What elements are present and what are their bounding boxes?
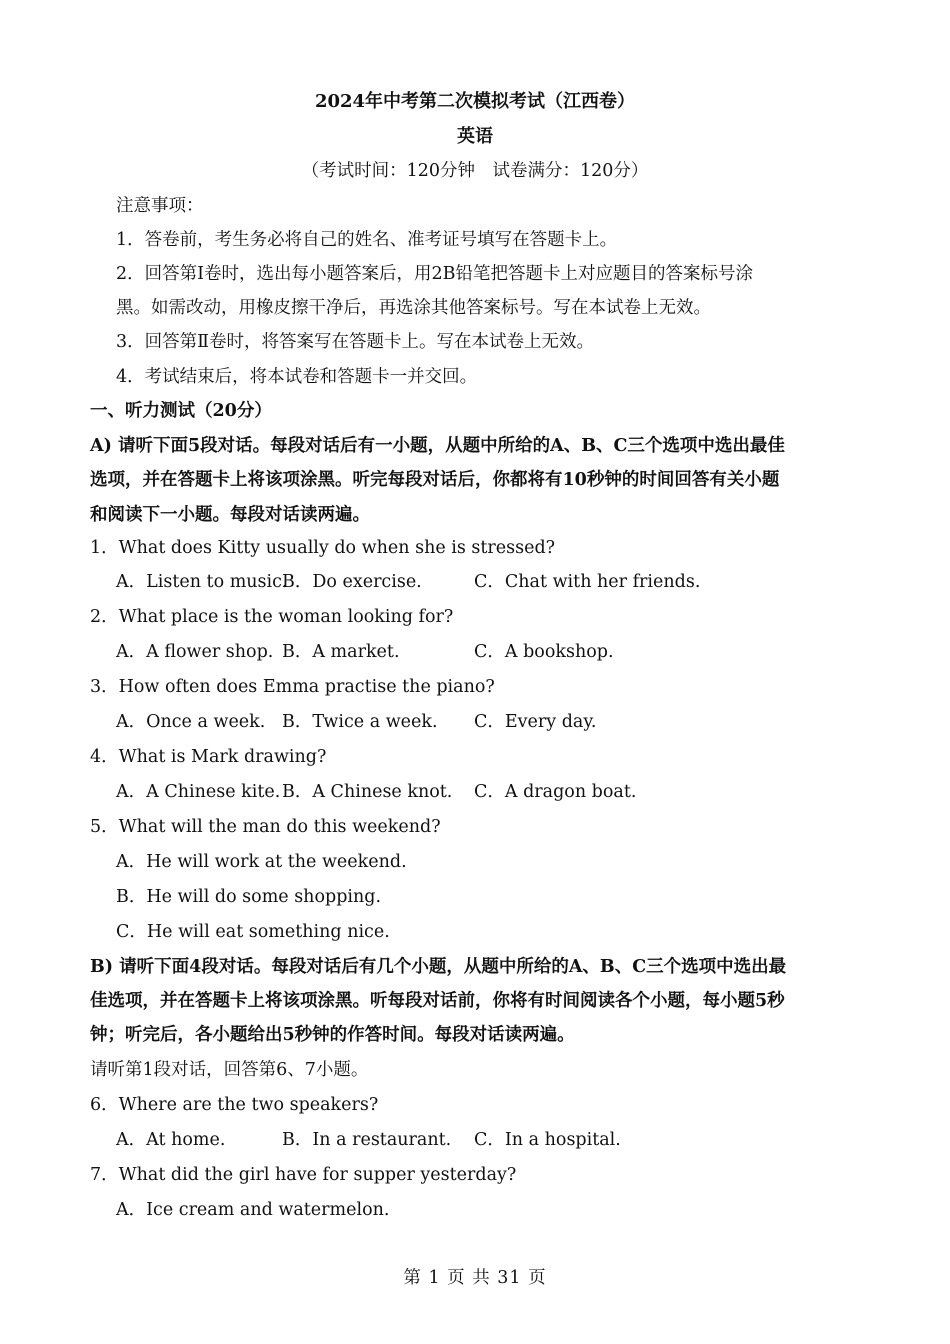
option-b: B．A market.	[282, 642, 400, 662]
option-c: C．He will eat something nice.	[116, 922, 390, 942]
option-b: B．A Chinese knot.	[282, 782, 453, 802]
option-b: B．Twice a week.	[282, 712, 438, 732]
notice-item: 2．回答第Ⅰ卷时，选出每小题答案后，用2B铅笔把答题卡上对应题目的答案标号涂	[116, 264, 754, 284]
option-c: C．A bookshop.	[474, 642, 614, 662]
option-b: B．In a restaurant.	[282, 1130, 452, 1150]
notice-item: 3．回答第Ⅱ卷时，将答案写在答题卡上。写在本试卷上无效。	[116, 332, 595, 352]
exam-info: （考试时间：120分钟 试卷满分：120分）	[301, 161, 649, 181]
question-text: 5．What will the man do this weekend?	[90, 817, 441, 837]
exam-title: 2024年中考第二次模拟考试（江西卷）	[314, 91, 636, 112]
option-a: A．Ice cream and watermelon.	[116, 1200, 390, 1220]
part-a-instruction: A) 请听下面5段对话。每段对话后有一小题，从题中所给的A、B、C三个选项中选出最佳	[90, 436, 785, 456]
question-text: 4．What is Mark drawing?	[90, 747, 327, 767]
question-text: 1．What does Kitty usually do when she is stressed?	[90, 538, 556, 558]
option-c: C．Chat with her friends.	[474, 572, 701, 592]
part-a-instruction: 选项，并在答题卡上将该项涂黑。听完每段对话后，你都将有10秒钟的时间回答有关小题	[90, 470, 780, 490]
option-a: A．Once a week.	[116, 712, 266, 732]
question-text: 6．Where are the two speakers?	[90, 1095, 379, 1115]
part-b-instruction: 钟；听完后，各小题给出5秒钟的作答时间。每段对话读两遍。	[90, 1025, 575, 1045]
question-text: 3．How often does Emma practise the piano?	[90, 677, 495, 697]
option-a: A．At home.	[116, 1130, 226, 1150]
option-a: A．Listen to music.	[116, 572, 288, 592]
notice-item: 4．考试结束后，将本试卷和答题卡一并交回。	[116, 367, 478, 387]
option-b: B．Do exercise.	[282, 572, 422, 592]
part-b-instruction: B) 请听下面4段对话。每段对话后有几个小题，从题中所给的A、B、C三个选项中选出最	[90, 957, 787, 977]
option-c: C．Every day.	[474, 712, 597, 732]
question-text: 2．What place is the woman looking for?	[90, 607, 454, 627]
question-text: 7．What did the girl have for supper yesterday?	[90, 1165, 517, 1185]
option-b: B．He will do some shopping.	[116, 887, 382, 907]
notice-label: 注意事项：	[116, 196, 204, 216]
dialogue-label: 请听第1段对话，回答第6、7小题。	[90, 1060, 369, 1080]
section-heading: 一、听力测试（20分）	[90, 401, 272, 421]
option-c: C．A dragon boat.	[474, 782, 637, 802]
notice-item: 黑。如需改动，用橡皮擦干净后，再选涂其他答案标号。写在本试卷上无效。	[116, 298, 711, 318]
notice-item: 1．答卷前，考生务必将自己的姓名、准考证号填写在答题卡上。	[116, 230, 618, 250]
option-c: C．In a hospital.	[474, 1130, 621, 1150]
page-number: 第 1 页 共 31 页	[403, 1268, 547, 1288]
exam-subject: 英语	[457, 126, 493, 147]
part-b-instruction: 佳选项，并在答题卡上将该项涂黑。听每段对话前，你将有时间阅读各个小题，每小题5秒	[90, 991, 785, 1011]
option-a: A．A Chinese kite.	[116, 782, 281, 802]
option-a: A．A flower shop.	[116, 642, 274, 662]
part-a-instruction: 和阅读下一小题。每段对话读两遍。	[90, 505, 370, 525]
option-a: A．He will work at the weekend.	[116, 852, 407, 872]
